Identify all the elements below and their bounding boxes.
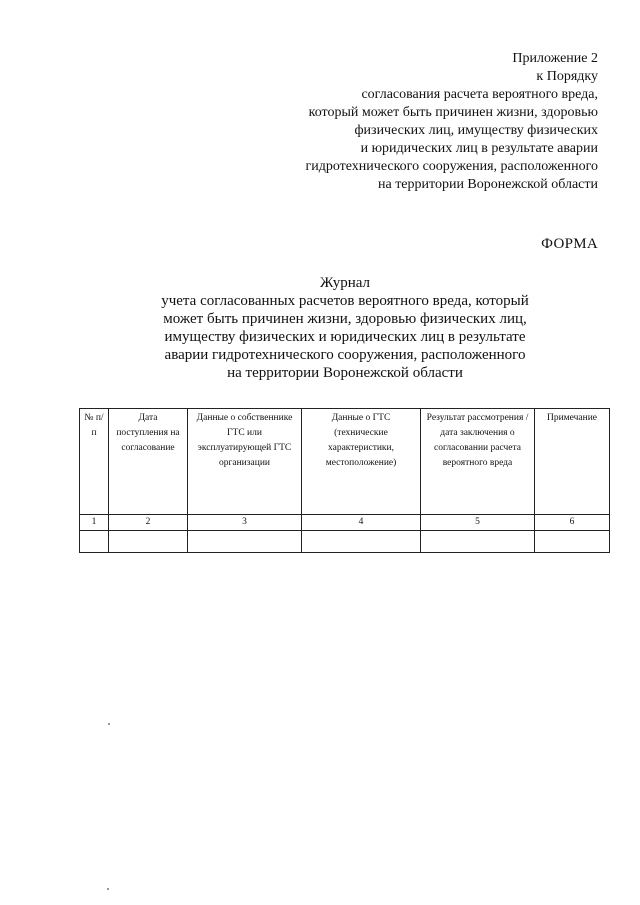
- journal-title-line: может быть причинен жизни, здоровью физических лиц,: [163, 311, 527, 327]
- journal-title-line: учета согласованных расчетов вероятного вреда, который: [161, 293, 529, 309]
- appendix-line: на территории Воронежской области: [377, 177, 598, 192]
- appendix-line: гидротехнического сооружения, расположенного: [305, 159, 598, 174]
- appendix-line: который может быть причинен жизни, здоровью: [308, 105, 598, 120]
- appendix-header: [305, 50, 598, 194]
- journal-title-line: аварии гидротехнического сооружения, расположенного: [164, 347, 526, 363]
- column-number-cell: 3: [188, 515, 302, 531]
- journal-table: [79, 408, 610, 553]
- journal-title: [110, 274, 580, 382]
- table-row: [80, 515, 610, 531]
- table-row: [80, 531, 610, 553]
- table-cell: [302, 531, 421, 553]
- table-cell: [188, 531, 302, 553]
- journal-title-line: на территории Воронежской области: [227, 365, 463, 381]
- scan-speck: [108, 723, 110, 725]
- appendix-line: физических лиц, имуществу физических: [354, 123, 598, 138]
- column-header-hts-data: Данные о ГТС (технические характеристики, местоположение): [302, 409, 421, 515]
- column-header-note: Примечание: [535, 409, 610, 515]
- column-header-owner: Данные о собственнике ГТС или эксплуатирующей ГТС организации: [188, 409, 302, 515]
- form-label: ФОРМА: [541, 236, 598, 252]
- column-number-cell: 4: [302, 515, 421, 531]
- table-header-row: [80, 409, 610, 515]
- table-cell: [109, 531, 188, 553]
- appendix-line: и юридических лиц в результате аварии: [360, 141, 598, 156]
- column-header-number: № п/п: [80, 409, 109, 515]
- table-cell: [535, 531, 610, 553]
- journal-title-line: Журнал: [319, 275, 370, 291]
- table-cell: [80, 531, 109, 553]
- scan-speck: [107, 888, 109, 890]
- journal-title-line: имуществу физических и юридических лиц в результате: [164, 329, 526, 345]
- table-cell: [421, 531, 535, 553]
- column-number-cell: 6: [535, 515, 610, 531]
- column-number-cell: 1: [80, 515, 109, 531]
- column-number-cell: 5: [421, 515, 535, 531]
- appendix-line: согласования расчета вероятного вреда,: [361, 87, 598, 102]
- column-header-result: Результат рассмотрения / дата заключения о согласовании расчета вероятного вреда: [421, 409, 535, 515]
- column-number-cell: 2: [109, 515, 188, 531]
- appendix-line: Приложение 2: [512, 51, 598, 66]
- appendix-line: к Порядку: [536, 69, 598, 84]
- column-header-date: Дата поступления на согласование: [109, 409, 188, 515]
